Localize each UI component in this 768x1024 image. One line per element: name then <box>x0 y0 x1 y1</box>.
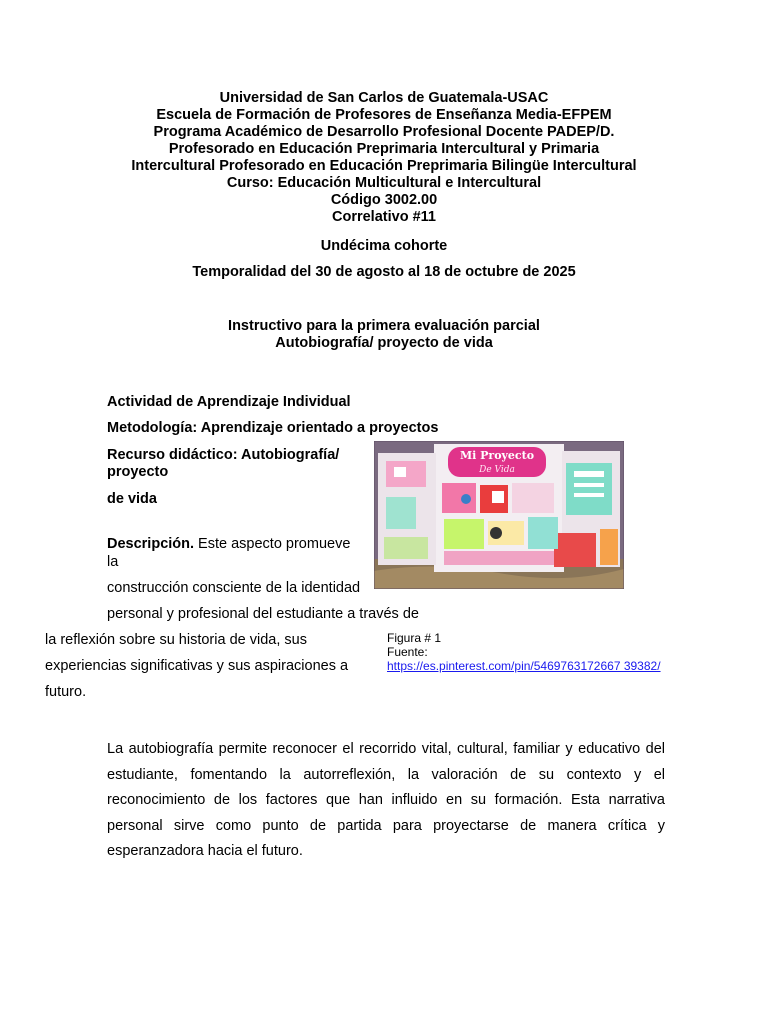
resource-line-3: de vida <box>107 491 157 507</box>
figure-number: Figura # 1 <box>387 631 442 645</box>
cohort-title: Undécima cohorte <box>320 238 448 254</box>
institution-header <box>0 90 768 226</box>
source-link[interactable]: https://es.pinterest.com/pin/5469763172667 39382/ <box>387 659 661 673</box>
header-line-code: Código 3002.00 <box>330 192 438 208</box>
source-label: Fuente: <box>387 645 428 659</box>
description-text-1: Este aspecto promueve <box>194 536 351 552</box>
header-line-program: Programa Académico de Desarrollo Profesional Docente PADEP/D. <box>153 124 615 140</box>
resource-line-2: proyecto <box>107 464 169 480</box>
header-line-school: Escuela de Formación de Profesores de Enseñanza Media-EFPEM <box>156 107 612 123</box>
board-title: Mi Proyecto <box>459 449 535 462</box>
project-board-photo <box>374 441 624 589</box>
resource-line-1: Recurso didáctico: Autobiografía/ <box>107 447 340 463</box>
activity-type: Actividad de Aprendizaje Individual <box>107 394 351 410</box>
header-line-degree-2: Intercultural Profesorado en Educación Preprimaria Bilingüe Intercultural <box>131 158 637 174</box>
description-text-6: experiencias significativas y sus aspiraciones a <box>45 658 349 674</box>
instructive-line-2: Autobiografía/ proyecto de vida <box>275 335 493 351</box>
description-text-4: personal y profesional del estudiante a través de <box>107 606 419 622</box>
project-board-illustration <box>374 441 624 589</box>
description-text-7: futuro. <box>45 684 87 700</box>
board-subtitle: De Vida <box>479 465 515 475</box>
instructive-line-1: Instructivo para la primera evaluación parcial <box>228 318 540 334</box>
figure-caption <box>387 631 661 673</box>
description-label: Descripción. <box>107 536 195 552</box>
header-line-degree-1: Profesorado en Educación Preprimaria Intercultural y Primaria <box>168 141 600 157</box>
description-text-3: construcción consciente de la identidad <box>107 580 361 596</box>
header-line-correlative: Correlativo #11 <box>332 209 436 225</box>
header-line-university: Universidad de San Carlos de Guatemala-USAC <box>219 90 549 106</box>
description-first-line <box>107 536 350 552</box>
methodology: Metodología: Aprendizaje orientado a proyectos <box>107 420 439 436</box>
description-text-5: la reflexión sobre su historia de vida, sus <box>45 632 307 648</box>
description-text-2: la <box>107 554 119 570</box>
header-line-course: Curso: Educación Multicultural e Intercultural <box>226 175 542 191</box>
period-title: Temporalidad del 30 de agosto al 18 de octubre de 2025 <box>192 264 576 280</box>
instructive-title <box>0 318 768 352</box>
autobiography-paragraph: La autobiografía permite reconocer el recorrido vital, cultural, familiar y educativo del estudiante, fomentando la autorreflexión, la valoración de su contexto y el reconocimiento de los factores que han influido en su formación. Esta narrativa personal sirve como punto de partida para proyectarse de manera crítica y esperanzadora hacia el futuro. <box>107 741 665 859</box>
